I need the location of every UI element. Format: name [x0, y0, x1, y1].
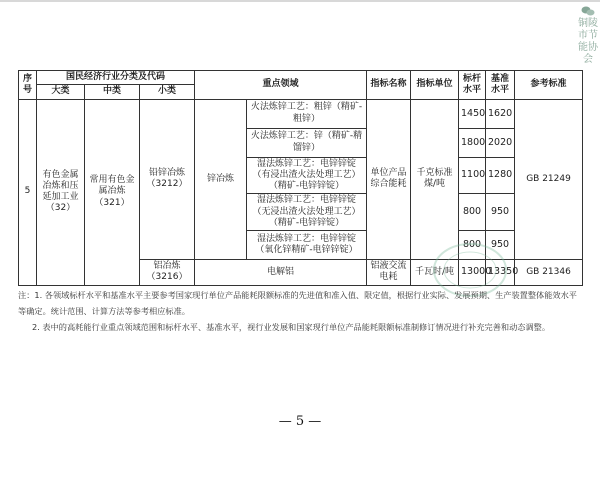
cell-baseline: 950	[486, 231, 515, 260]
watermark-text: 铜陵市节能协会	[578, 18, 598, 65]
header-minor: 小类	[140, 85, 195, 99]
footnote-2: 2. 表中的高耗能行业重点领域范围和标杆水平、基准水平，视行业发展和国家现行单位产品能耗限额标准制修订情况进行补充完善和动态调整。	[32, 322, 551, 332]
header-reference: 参考标准	[515, 71, 583, 100]
row-seq: 5	[19, 99, 37, 285]
cell-baseline: 1280	[486, 157, 515, 194]
header-seq: 序号	[19, 71, 37, 100]
cell-indicator-name-aluminium: 铝液交流电耗	[367, 260, 411, 286]
cell-process: 湿法炼锌工艺：电锌锌锭（有浸出渣火法处理工艺）（精矿-电锌锌锭）	[247, 157, 367, 194]
cell-indicator-unit-zinc: 千克标准煤/吨	[411, 99, 459, 260]
header-indicator-unit: 指标单位	[411, 71, 459, 100]
page-number: — 5 —	[278, 414, 322, 429]
cell-process: 火法炼锌工艺：锌（精矿-精馏锌）	[247, 128, 367, 157]
header-indicator-name: 指标名称	[367, 71, 411, 100]
cell-benchmark-aluminium: 13000	[459, 260, 486, 286]
cell-minor-zinc: 铅锌冶炼（3212）	[140, 99, 195, 260]
cell-benchmark: 1100	[459, 157, 486, 194]
cell-baseline: 2020	[486, 128, 515, 157]
header-industry-classification: 国民经济行业分类及代码	[37, 71, 195, 85]
footnotes	[18, 287, 584, 335]
header-medium: 中类	[85, 85, 140, 99]
cell-benchmark: 1450	[459, 99, 486, 128]
cell-baseline: 950	[486, 194, 515, 231]
cell-process: 湿法炼锌工艺：电锌锌锭（氧化锌精矿-电锌锌锭）	[247, 231, 367, 260]
top-rule	[0, 0, 600, 2]
cell-benchmark: 800	[459, 231, 486, 260]
cell-area-aluminium: 电解铝	[195, 260, 367, 286]
header-baseline: 基准水平	[486, 71, 515, 100]
cell-baseline-aluminium: 13350	[486, 260, 515, 286]
cell-baseline: 1620	[486, 99, 515, 128]
cell-benchmark: 800	[459, 194, 486, 231]
cell-major-category: 有色金属冶炼和压延加工业（32）	[37, 99, 85, 285]
cell-area-zinc: 锌冶炼	[195, 99, 247, 260]
cell-reference-aluminium: GB 21346	[515, 260, 583, 286]
table-row	[19, 99, 583, 128]
cell-medium-category: 常用有色金属冶炼（321）	[85, 99, 140, 285]
footnote-1: 注：1. 各领域标杆水平和基准水平主要参考国家现行单位产品能耗限额标准的先进值和准入值、限定值，根据行业实际、发展预期、生产装置整体能效水平等确定。统计范围、计算方法等参考相应标准。	[18, 290, 577, 316]
cell-process: 火法炼锌工艺：粗锌（精矿-粗锌）	[247, 99, 367, 128]
cell-indicator-unit-aluminium: 千瓦时/吨	[411, 260, 459, 286]
header-key-area: 重点领域	[195, 71, 367, 100]
header-benchmark: 标杆水平	[459, 71, 486, 100]
cell-benchmark: 1800	[459, 128, 486, 157]
header-major: 大类	[37, 85, 85, 99]
watermark	[578, 6, 598, 66]
wechat-icon	[581, 6, 595, 16]
cell-minor-aluminium: 铝冶炼（3216）	[140, 260, 195, 286]
cell-reference-zinc: GB 21249	[515, 99, 583, 260]
cell-process: 湿法炼锌工艺：电锌锌锭（无浸出渣火法处理工艺）（精矿-电锌锌锭）	[247, 194, 367, 231]
cell-indicator-name-zinc: 单位产品综合能耗	[367, 99, 411, 260]
